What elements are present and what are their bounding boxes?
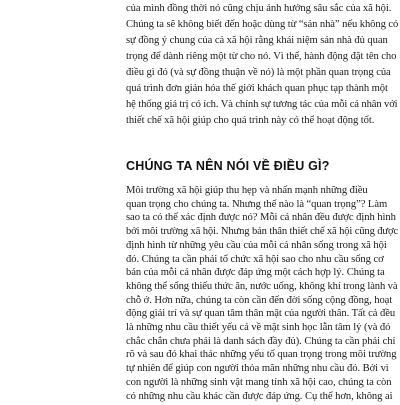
section-heading: CHÚNG TA NÊN NÓI VỀ ĐIỀU GÌ? (126, 159, 330, 173)
text-line: chỗ ở. Hơn nữa, chúng ta còn cần đến đời sống cộng đồng, hoạt (126, 294, 393, 306)
text-line: rõ và sau đó khai thác những yếu tố quan trọng trong môi trường (126, 349, 397, 361)
text-line: bởi môi trường xã hội. Nhưng bản thân thiết chế xã hội cũng được (126, 226, 399, 238)
text-line: là những nhu cầu thiết yếu cả về mặt sinh học lẫn tâm lý (và đó (126, 322, 391, 333)
text-line: quan trọng cho chúng ta. Nhưng thế nào là “quan trọng”? Làm (126, 198, 388, 210)
text-line: hệ thống giá trị có ích. Và chính sự tương tác của mỗi cá nhân với (126, 99, 398, 110)
text-line: chắc chắn chưa phải là danh sách đầy đủ). Chúng ta cần phải chỉ (126, 335, 396, 347)
text-line: đó. Chúng ta cần phải tổ chức xã hội sao cho nhu cầu sống cơ (126, 253, 384, 265)
text-line: Môi trường xã hội giúp thu hẹp và nhấn mạnh những điều (126, 185, 368, 196)
text-line: không thể sống thiếu thức ăn, nước uống, không khí trong lành và (126, 280, 398, 292)
text-line: trọng để dành riêng một từ cho nó. Vì thế, hành động đặt tên cho (126, 51, 397, 62)
text-line: quá trình đơn giản hóa thế giới khách quan phục tạp thành một (126, 83, 388, 94)
text-line: điều gì đó (và sự đồng thuận về nó) là một phần quan trọng của (126, 67, 391, 78)
text-line: Chúng ta sẽ không biết đến hoặc dùng từ “sản nhà” nếu không có (126, 19, 399, 30)
text-line: tự nhiên để giúp con người thỏa mãn những nhu cầu đó. Bởi vì (126, 363, 389, 375)
text-line: động giải trí và sự quan tâm thân mật của người thân. Tất cả đều (126, 308, 396, 320)
text-line: định hình từ những yêu cầu của mỗi cá nhân sống trong xã hội (126, 239, 387, 251)
text-line: bản của mỗi cá nhân được đáp ứng một cách hợp lý. Chúng ta (126, 267, 385, 279)
text-line: con người là những sinh vật mang tính xã hội cao, chúng ta còn (126, 376, 392, 388)
text-line: thiết chế xã hội giúp cho quá trình này có thể hoạt động tốt. (126, 115, 375, 126)
text-line: có những nhu cầu khác cần được đáp ứng. Cụ thể hơn, không ai (126, 390, 393, 402)
text-line: sự đồng ý chung của cả xã hội rằng khái niệm sản nhà đủ quan (126, 35, 388, 46)
text-line: sao ta có thể xác định được nó? Mỗi cá nhân đều được định hình (126, 212, 396, 224)
text-line: của mình đồng thời nó cũng chịu ảnh hưởng sâu sắc của xã hội. (126, 3, 392, 14)
